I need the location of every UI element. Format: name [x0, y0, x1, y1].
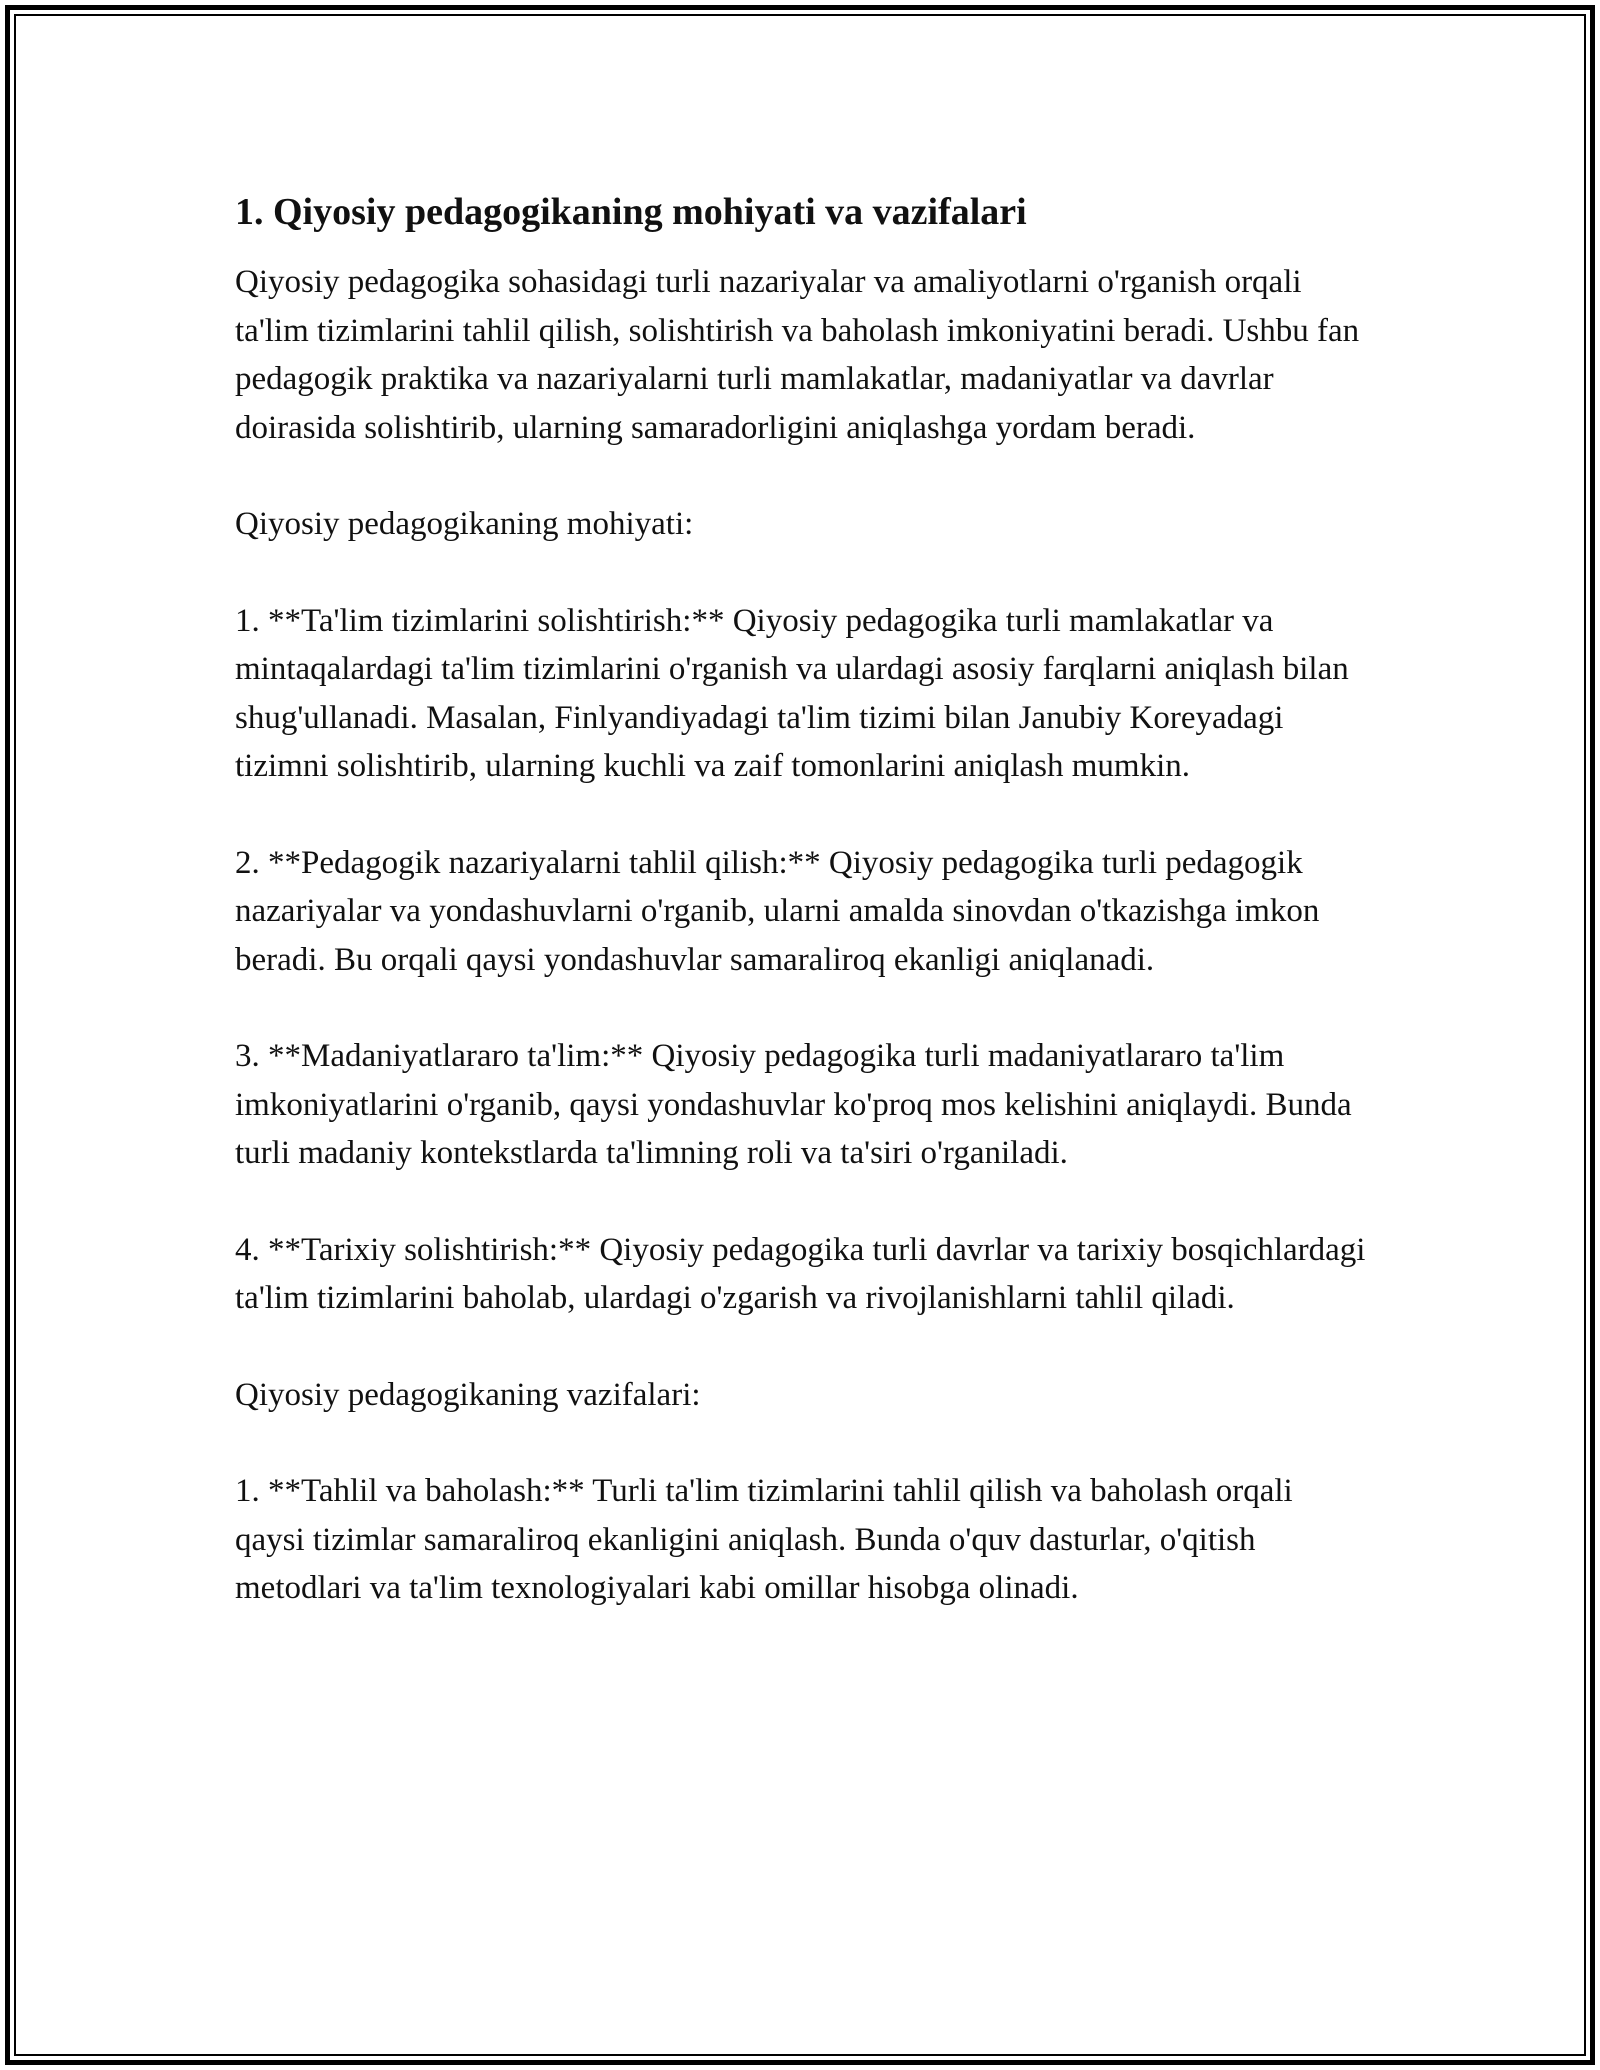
list-item-essence-1: 1. **Ta'lim tizimlarini solishtirish:** Qiyosiy pedagogika turli mamlakatlar va mintaqalardagi ta'lim tizimlarini o'rganish va ulardagi asosiy farqlarni aniqlash bilan shug'ullanadi. Masalan, Finlyandiyadagi ta'lim tizimi bilan Janubiy Koreyadagi tizimni solishtirib, ularning kuchli va zaif tomonlarini aniqlash mumkin. — [235, 602, 1349, 784]
list-item-essence-3: 3. **Madaniyatlararo ta'lim:** Qiyosiy pedagogika turli madaniyatlararo ta'lim imkoniyatlarini o'rganib, qaysi yondashuvlar ko'proq mos kelishini aniqlaydi. Bunda turli madaniy kontekstlarda ta'limning roli va ta'siri o'rganiladi. — [235, 1038, 1352, 1171]
section-heading-tasks: Qiyosiy pedagogikaning vazifalari: — [235, 1376, 701, 1413]
intro-paragraph: Qiyosiy pedagogika sohasidagi turli nazariyalar va amaliyotlarni o'rganish orqali ta'lim tizimlarini tahlil qilish, solishtirish va baholash imkoniyatini beradi. Ushbu fan pedagogik praktika va nazariyalarni turli mamlakatlar, madaniyatlar va davrlar doirasida solishtirib, ularning samaradorligini aniqlashga yordam beradi. — [235, 264, 1360, 446]
list-item-tasks-1: 1. **Tahlil va baholash:** Turli ta'lim tizimlarini tahlil qilish va baholash orqali qaysi tizimlar samaraliroq ekanligini aniqlash. Bunda o'quv dasturlar, o'qitish metodlari va ta'lim texnologiyalari kabi omillar hisobga olinadi. — [235, 1473, 1293, 1606]
page-title: 1. Qiyosiy pedagogikaning mohiyati va vazifalari — [235, 191, 1027, 233]
list-item-essence-2: 2. **Pedagogik nazariyalarni tahlil qilish:** Qiyosiy pedagogika turli pedagogik nazariyalar va yondashuvlarni o'rganib, ularni amalda sinovdan o'tkazishga imkon beradi. Bu orqali qaysi yondashuvlar samaraliroq ekanligi aniqlanadi. — [235, 844, 1320, 978]
document-body — [235, 186, 1370, 1661]
section-heading-essence: Qiyosiy pedagogikaning mohiyati: — [235, 506, 694, 542]
list-item-essence-4: 4. **Tarixiy solishtirish:** Qiyosiy pedagogika turli davrlar va tarixiy bosqichlardagi ta'lim tizimlarini baholab, ulardagi o'zgarish va rivojlanishlarni tahlil qiladi. — [235, 1231, 1366, 1316]
